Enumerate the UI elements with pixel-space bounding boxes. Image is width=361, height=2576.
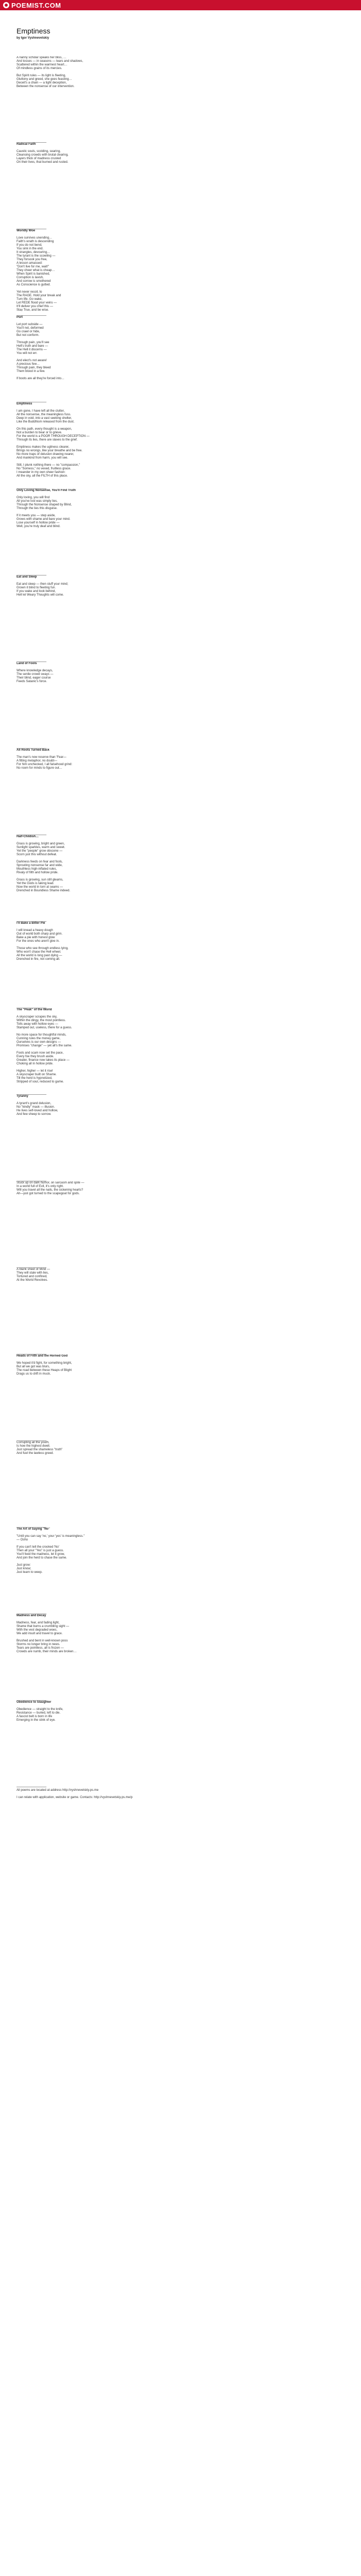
poem-section: [17, 56, 354, 138]
poem-line: All the world is long past dying —: [17, 954, 62, 957]
stanza: [17, 428, 354, 442]
poem-line: Brings no wrongs, like your breathe and be free.: [17, 449, 83, 452]
stanza: [17, 1070, 354, 1084]
poem-line: Drenched in fire, not coming all.: [17, 958, 60, 961]
stanza: [17, 1535, 354, 1542]
poem-title: Emptiness: [17, 27, 51, 35]
poem-line: A precious few…: [17, 363, 40, 366]
poem-line: And join the herd to chase the same.: [17, 1556, 67, 1560]
stanza: [17, 947, 354, 961]
poem-line: All you've lost was simply lies,: [17, 500, 58, 503]
poem-line: It strangles, devouring…: [17, 251, 51, 254]
poem-line: Corrupting all the youth,: [17, 1441, 50, 1444]
poem-line: If you wake and look behind,: [17, 590, 56, 593]
poem-line: No more traps of delusion drawing nearer,: [17, 453, 74, 456]
poem-line: The Hell it discerns —: [17, 348, 47, 351]
poem-line: You sink in the end.: [17, 247, 44, 250]
poem-line: Faith's wrath is descending: [17, 240, 54, 243]
poem-line: Stay True, and be wise.: [17, 309, 49, 311]
poem-line: No room for minds to figure out…: [17, 767, 62, 770]
poem-line: If it meets you — step aside,: [17, 514, 56, 517]
poem-line: A fitting metaphor, no doubt—: [17, 759, 58, 762]
poem-line: Gluttony and greed, she goes feasting…: [17, 78, 72, 81]
poem-line: Emerging in the stink of eye.: [17, 1719, 56, 1722]
poem-line: On their lives, that burned and rusted.: [17, 161, 69, 164]
poem-line: A lesson amassed:: [17, 262, 43, 265]
poem-line: Every foe they brush aside.: [17, 1055, 54, 1058]
poem-section: [17, 1354, 354, 1436]
poem-line: Only loving, you will find: [17, 496, 50, 499]
poem-line: Bake a pie with honest glow: [17, 936, 55, 939]
poem-line: Just grow:: [17, 1564, 31, 1567]
poem-section: [17, 1528, 354, 1609]
poem-line: A tyrant's grand delusion,: [17, 1102, 52, 1105]
poem-section: [17, 1701, 354, 1783]
poem-line: Tolls away with hollow eyes —: [17, 1023, 58, 1026]
section-heading: The "Peak" of the World: [17, 1008, 52, 1011]
poem-line: A skyscraper scrapes the sky,: [17, 1015, 57, 1019]
section-heading: All Roots Turned Back: [17, 749, 50, 752]
stanza: [17, 236, 354, 287]
poem-line: Till the herd is hypnotized,: [17, 1077, 53, 1080]
poem-line: Let port subside —: [17, 323, 43, 326]
poem-line: Who won't chase the Hell wheel.: [17, 951, 61, 954]
poem-line: Love survives unending…: [17, 236, 53, 240]
poem-section: [17, 489, 354, 571]
poem-line: Through pain, they bleed: [17, 366, 51, 369]
poem-line: When Spirit is banished,: [17, 273, 50, 276]
poem-section: [17, 1268, 354, 1350]
poem-line: Resistance — buried, left to die.: [17, 1711, 61, 1715]
poem-section: [17, 1441, 354, 1523]
poem-line: The man's now reserve than 'Fear—: [17, 756, 67, 759]
poem-line: Still, I plunk nothing there — no "compassion,": [17, 464, 80, 467]
poem-line: Then all your "Yes" is just a guess.: [17, 1549, 64, 1552]
poem-line: At the World Revolves.: [17, 1279, 48, 1282]
stanza: [17, 1546, 354, 1560]
poem-section: [17, 575, 354, 657]
poem-section: [17, 316, 354, 398]
poem-line: Grass is growing, sun still gleams,: [17, 878, 63, 882]
stanza: [17, 1639, 354, 1654]
poem-line: The senile crowd sways —: [17, 673, 54, 676]
section-heading: Tyranny: [17, 1095, 28, 1098]
section-heading: The Art of Saying "No": [17, 1528, 50, 1531]
poem-line: No "kindly" mask — illusion.: [17, 1106, 55, 1109]
poem-author: by Igor Vyshnevetskiy: [17, 37, 50, 40]
section-heading: Worldly Woe: [17, 229, 36, 232]
poem-line: Not a burden to bear or to grieve.: [17, 431, 62, 434]
poem-line: Yet never recoil, to: [17, 291, 42, 294]
poem-line: Sunlight sparkles, warm and sweet.: [17, 846, 65, 849]
poem-line: Where knowledge decays,: [17, 669, 53, 672]
poem-line: Drags us to drift in muck.: [17, 1372, 51, 1376]
poem-section: [17, 402, 354, 484]
poem-line: With the vest degraded woes,: [17, 1629, 58, 1632]
stanza: [17, 842, 354, 857]
stanza: [17, 464, 354, 478]
poem-line: Layers thick of madness crusted: [17, 157, 61, 160]
author-links: [17, 1788, 354, 1800]
logo-icon[interactable]: [3, 2, 9, 8]
section-heading: Only Loving Nonsense, You'll Find Truth: [17, 489, 76, 492]
site-header: [0, 0, 361, 10]
poem-line: Obedience — straight to the knife,: [17, 1708, 63, 1711]
stanza: [17, 1621, 354, 1636]
stanza: [17, 1102, 354, 1116]
poem-line: Is how the highest dwell.: [17, 1445, 51, 1448]
poem-line: Mouthless high-inflated rules,: [17, 868, 57, 871]
poem-line: Through its lies, there are slaves to the grief.: [17, 438, 78, 442]
poem-line: Deceit's a chain — a tight deception,: [17, 81, 67, 84]
stanza: [17, 359, 354, 374]
poem-line: And tosses — in seasons — tears and shadows,: [17, 60, 84, 63]
poem-line: As Conscience is gutted.: [17, 283, 51, 286]
poem-line: Crowds are numb, their minds are broken…: [17, 1650, 77, 1653]
poem-line: Between the nonsense of our intervention.: [17, 85, 75, 88]
stanza: [17, 1441, 354, 1455]
poem-section: [17, 143, 354, 225]
poem-line: For the world is a POOR THROUGH DECEPTION —: [17, 435, 90, 438]
poem-line: They will stale with lies,: [17, 1272, 49, 1275]
poem-line: Emptiness makes the ugliness clearer,: [17, 446, 70, 449]
poem-line: Cunning rules the money game,: [17, 1037, 61, 1040]
poem-line: The road between these Heaps of Blight: [17, 1369, 72, 1372]
poem-line: A skyscraper built on Shame.: [17, 1073, 57, 1076]
poem-line: A nanny scholar speaks her bliss, …: [17, 56, 67, 59]
poem-line: Like the Buddhism released from the dust.: [17, 420, 75, 423]
poem-line: And few sheep to sorrow.: [17, 1113, 52, 1116]
poem-line: Cleansing crowds with brutal clearing,: [17, 154, 69, 157]
poem-line: Through the Nonsense shaped by Blind,: [17, 503, 72, 506]
poem-line: Madness, fear, and fading light,: [17, 1621, 60, 1624]
poem-line: I am gone, I have left all the clutter,: [17, 410, 65, 413]
poem-line: Will you travel all the nails, the sickening hearts?: [17, 1189, 84, 1192]
site-logo[interactable]: POEMIST.COM: [11, 1, 61, 9]
poem-section: [17, 749, 354, 831]
poem-line: Promises "change" — yet all's the same.: [17, 1044, 72, 1047]
poem-line: Them blood in a few.: [17, 370, 45, 373]
stanza: [17, 1708, 354, 1722]
poem-line: But Spirit rules — its light is fleeting,: [17, 74, 66, 77]
poem-section: [17, 835, 354, 917]
section-heading: Eat and Sleep: [17, 575, 37, 579]
poem-line: I will knead a heavy dough: [17, 929, 53, 932]
stanza: [17, 583, 354, 597]
poem-section: [17, 662, 354, 744]
poem-line: On this path, every thought is a weapon,: [17, 428, 72, 431]
poem-line: Yet the Gods is taking lead.: [17, 882, 54, 885]
poem-line: It'll deliver you chief this —: [17, 305, 53, 308]
poem-line: He lives self-loved and hollow,: [17, 1109, 58, 1112]
poem-line: Choking all in hollow pride.: [17, 1062, 54, 1065]
poem-line: We add insult and travel to grace.: [17, 1632, 63, 1635]
poem-line: Darkness feeds on fear and fools,: [17, 860, 63, 863]
poem-line: If you do not bend,: [17, 244, 42, 247]
poem-line: No more space for thoughtful minds,: [17, 1033, 67, 1037]
section-heading: Madness and Decay: [17, 1614, 46, 1617]
poem-line: Scattered within the warmest heart…: [17, 63, 68, 66]
stanza: [17, 514, 354, 529]
poem-line: Stripped of soul, reduced to game.: [17, 1080, 64, 1083]
poem-line: You'll feed the madness, let it grow,: [17, 1553, 65, 1556]
section-heading: Heads of Filth and the Horned God: [17, 1354, 68, 1358]
section-heading: Emptiness: [17, 402, 32, 405]
poem-line: Caustic souls, scolding, searing,: [17, 150, 61, 153]
poem-line: Let REDE flood your veins —: [17, 301, 57, 304]
poem-line: Through pain, you'll see: [17, 341, 50, 344]
poem-line: Of mindless grains of its mercies.: [17, 67, 62, 70]
poem-line: Ourselves is our own designs —: [17, 1041, 61, 1044]
poem-line: Scorn just this without defeat.: [17, 853, 57, 856]
poem-line: Ah—just got turned to the scapegoat for gods.: [17, 1192, 80, 1195]
poem-line: For him unchecked, I all falsehood grind:: [17, 763, 73, 766]
stanza: [17, 150, 354, 164]
poem-line: Hell let Weary Thoughts will come.: [17, 594, 64, 597]
poem-line: Go crawl or hide,: [17, 330, 40, 333]
stanza: [17, 56, 354, 71]
poem-line: But all we got was blurs,: [17, 1365, 50, 1368]
poem-line: For the ones who aren't give in.: [17, 940, 60, 943]
poem-line: If you can't tell the crooked 'No': [17, 1546, 59, 1549]
poem-section: [17, 1095, 354, 1177]
stanza: [17, 410, 354, 424]
poem-line: "Don't live for me, wait!": [17, 265, 50, 268]
poem-line: Tortured and confined,: [17, 1275, 47, 1278]
section-heading: Radical Faith: [17, 143, 36, 146]
stanza: [17, 1052, 354, 1066]
stanza: [17, 756, 354, 770]
poem-line: Within the dingy, the most pointless.: [17, 1019, 66, 1022]
poem-line: Grass is growing, bright and green,: [17, 842, 65, 845]
poem-line: Fools and scam now set the pace,: [17, 1052, 64, 1055]
poems-address-text[interactable]: All poems are located at address http://vyshnevetskiy.ps.me: [17, 1789, 99, 1792]
poem-line: Rivaly of filth and hollow pride.: [17, 871, 59, 874]
stanza: [17, 669, 354, 684]
poem-section: [17, 1614, 354, 1696]
poem-line: All the sky, all the FILTH of this place.: [17, 474, 68, 478]
poem-line: Stuck up on dark humor, on sarcasm and spite —: [17, 1181, 85, 1184]
stanza: [17, 878, 354, 893]
poem-line: Shame that burns a crumbling sight —: [17, 1625, 70, 1628]
poem-line: — Osho: [17, 1538, 28, 1541]
stanza: [17, 446, 354, 460]
poem-line: Hell's truth and bare —: [17, 345, 48, 348]
poem-line: Greater, finance now takes its place —: [17, 1059, 70, 1062]
poem-line: Higher, higher — let it rise!: [17, 1070, 53, 1073]
poem-line: If boots are all they're forced into…: [17, 377, 64, 380]
section-heading: Land of Fools: [17, 662, 37, 665]
stanza: [17, 1268, 354, 1282]
section-heading: Half-Childish…: [17, 835, 39, 838]
poem-line: A blank sheet of Mind —: [17, 1268, 51, 1271]
poem-line: And fuel the lawless greed.: [17, 1452, 54, 1455]
stanza: [17, 323, 354, 337]
poem-section: [17, 922, 354, 1004]
section-heading: I'll Bake a Bitter Pie: [17, 922, 45, 925]
poem-line: Storms no longer bring in news.: [17, 1643, 60, 1646]
poem-line: No "Sorness," no vexed, fruitless grace.: [17, 467, 71, 470]
poem-section: [17, 1181, 354, 1263]
stanza: [17, 929, 354, 943]
stanza: [17, 377, 354, 381]
poem-line: Grown it blind to fleeting fun.: [17, 586, 56, 589]
poem-line: And mankind from harm, you will see.: [17, 456, 69, 460]
poem-line: Lose yourself in hollow pride —: [17, 521, 60, 524]
stanza: [17, 1564, 354, 1574]
poem-line: Drenched in Boundless Shame indeed.: [17, 889, 71, 892]
poem-line: "Until you can say 'no,' your 'yes' is meaningless.": [17, 1535, 85, 1538]
stanza: [17, 1015, 354, 1030]
poem-line: Brushed and bent in well-known poss: [17, 1639, 68, 1642]
stanza: [17, 1181, 354, 1196]
poem-line: They forsook you free,: [17, 258, 47, 261]
stanza: [17, 1362, 354, 1376]
stanza: [17, 860, 354, 875]
poem-line: Through the lies this disguise.: [17, 507, 58, 510]
poem-line: Tears are pointless, all is frozen —: [17, 1647, 64, 1650]
poem-line: Well, you're truly deaf and blind.: [17, 525, 61, 528]
poem-line: Deep in void, into a vast seeking shelter,: [17, 417, 72, 420]
poem-content: [0, 10, 361, 1800]
poem-line: And elect's not aware!: [17, 359, 47, 362]
poem-line: Those who see through endless lying,: [17, 947, 69, 950]
section-heading: Obedience to Slaughter: [17, 1701, 52, 1704]
poem-line: Turn life. Go wake,: [17, 298, 43, 301]
stanza: [17, 496, 354, 511]
stanza: [17, 341, 354, 355]
stanza: [17, 1033, 354, 1048]
poem-line: Just learn to weep.: [17, 1571, 43, 1574]
poem-line: You will not err.: [17, 352, 38, 355]
poem-line: Feeds Satanic's force.: [17, 680, 47, 683]
poem-line: And sorrow is smothered: [17, 280, 51, 283]
section-heading: Port: [17, 316, 23, 319]
poem-line: Out of world both sharp and grim.: [17, 933, 63, 936]
poem-line: Grows with shame and bare your mind.: [17, 518, 71, 521]
poem-line: Now the world in torn at seams —: [17, 886, 63, 889]
poem-line: Eat and sleep — then stuff your mind;: [17, 583, 69, 586]
poem-line: Sprouting nonsense far and wide,: [17, 864, 63, 867]
poem-line: Just spread the shameless "truth": [17, 1448, 63, 1451]
poem-line: I meander in my own sheer fashion:: [17, 471, 66, 474]
poem-sections: [17, 56, 354, 1787]
poem-line: In a world full of Evil, it's only right.: [17, 1185, 64, 1188]
poem-line: They cheer what is cheap…: [17, 269, 55, 272]
poem-line: Yet the "people" grow obscene —: [17, 850, 63, 853]
poem-line: All the nonsense, the meaningless fuss.: [17, 413, 71, 416]
poem-line: Their blind, eager course: [17, 676, 51, 680]
poem-line: A fascist belt is born in life: [17, 1715, 53, 1718]
poem-section: [17, 229, 354, 311]
poem-line: The RAGE. Hold your break and: [17, 294, 61, 297]
poem-line: Stamped out, useless, there for a guess.: [17, 1026, 72, 1029]
poem-line: Corruption is lavish,: [17, 276, 44, 279]
poem-line: The tyrant is the scowling —: [17, 255, 56, 258]
poem-section: [17, 1008, 354, 1090]
poem-line: Just know;: [17, 1567, 31, 1570]
stanza: [17, 291, 354, 311]
poem-line: But not conform.: [17, 334, 40, 337]
contact-text[interactable]: I can relate with application, website or game. Contacts: http://vyshnevetskiy.ps.me/p: [17, 1796, 133, 1799]
stanza: [17, 74, 354, 89]
poem-line: We hoped it'd fight, for something bright,: [17, 1362, 72, 1365]
poem-line: You'll not, deformed: [17, 327, 44, 330]
